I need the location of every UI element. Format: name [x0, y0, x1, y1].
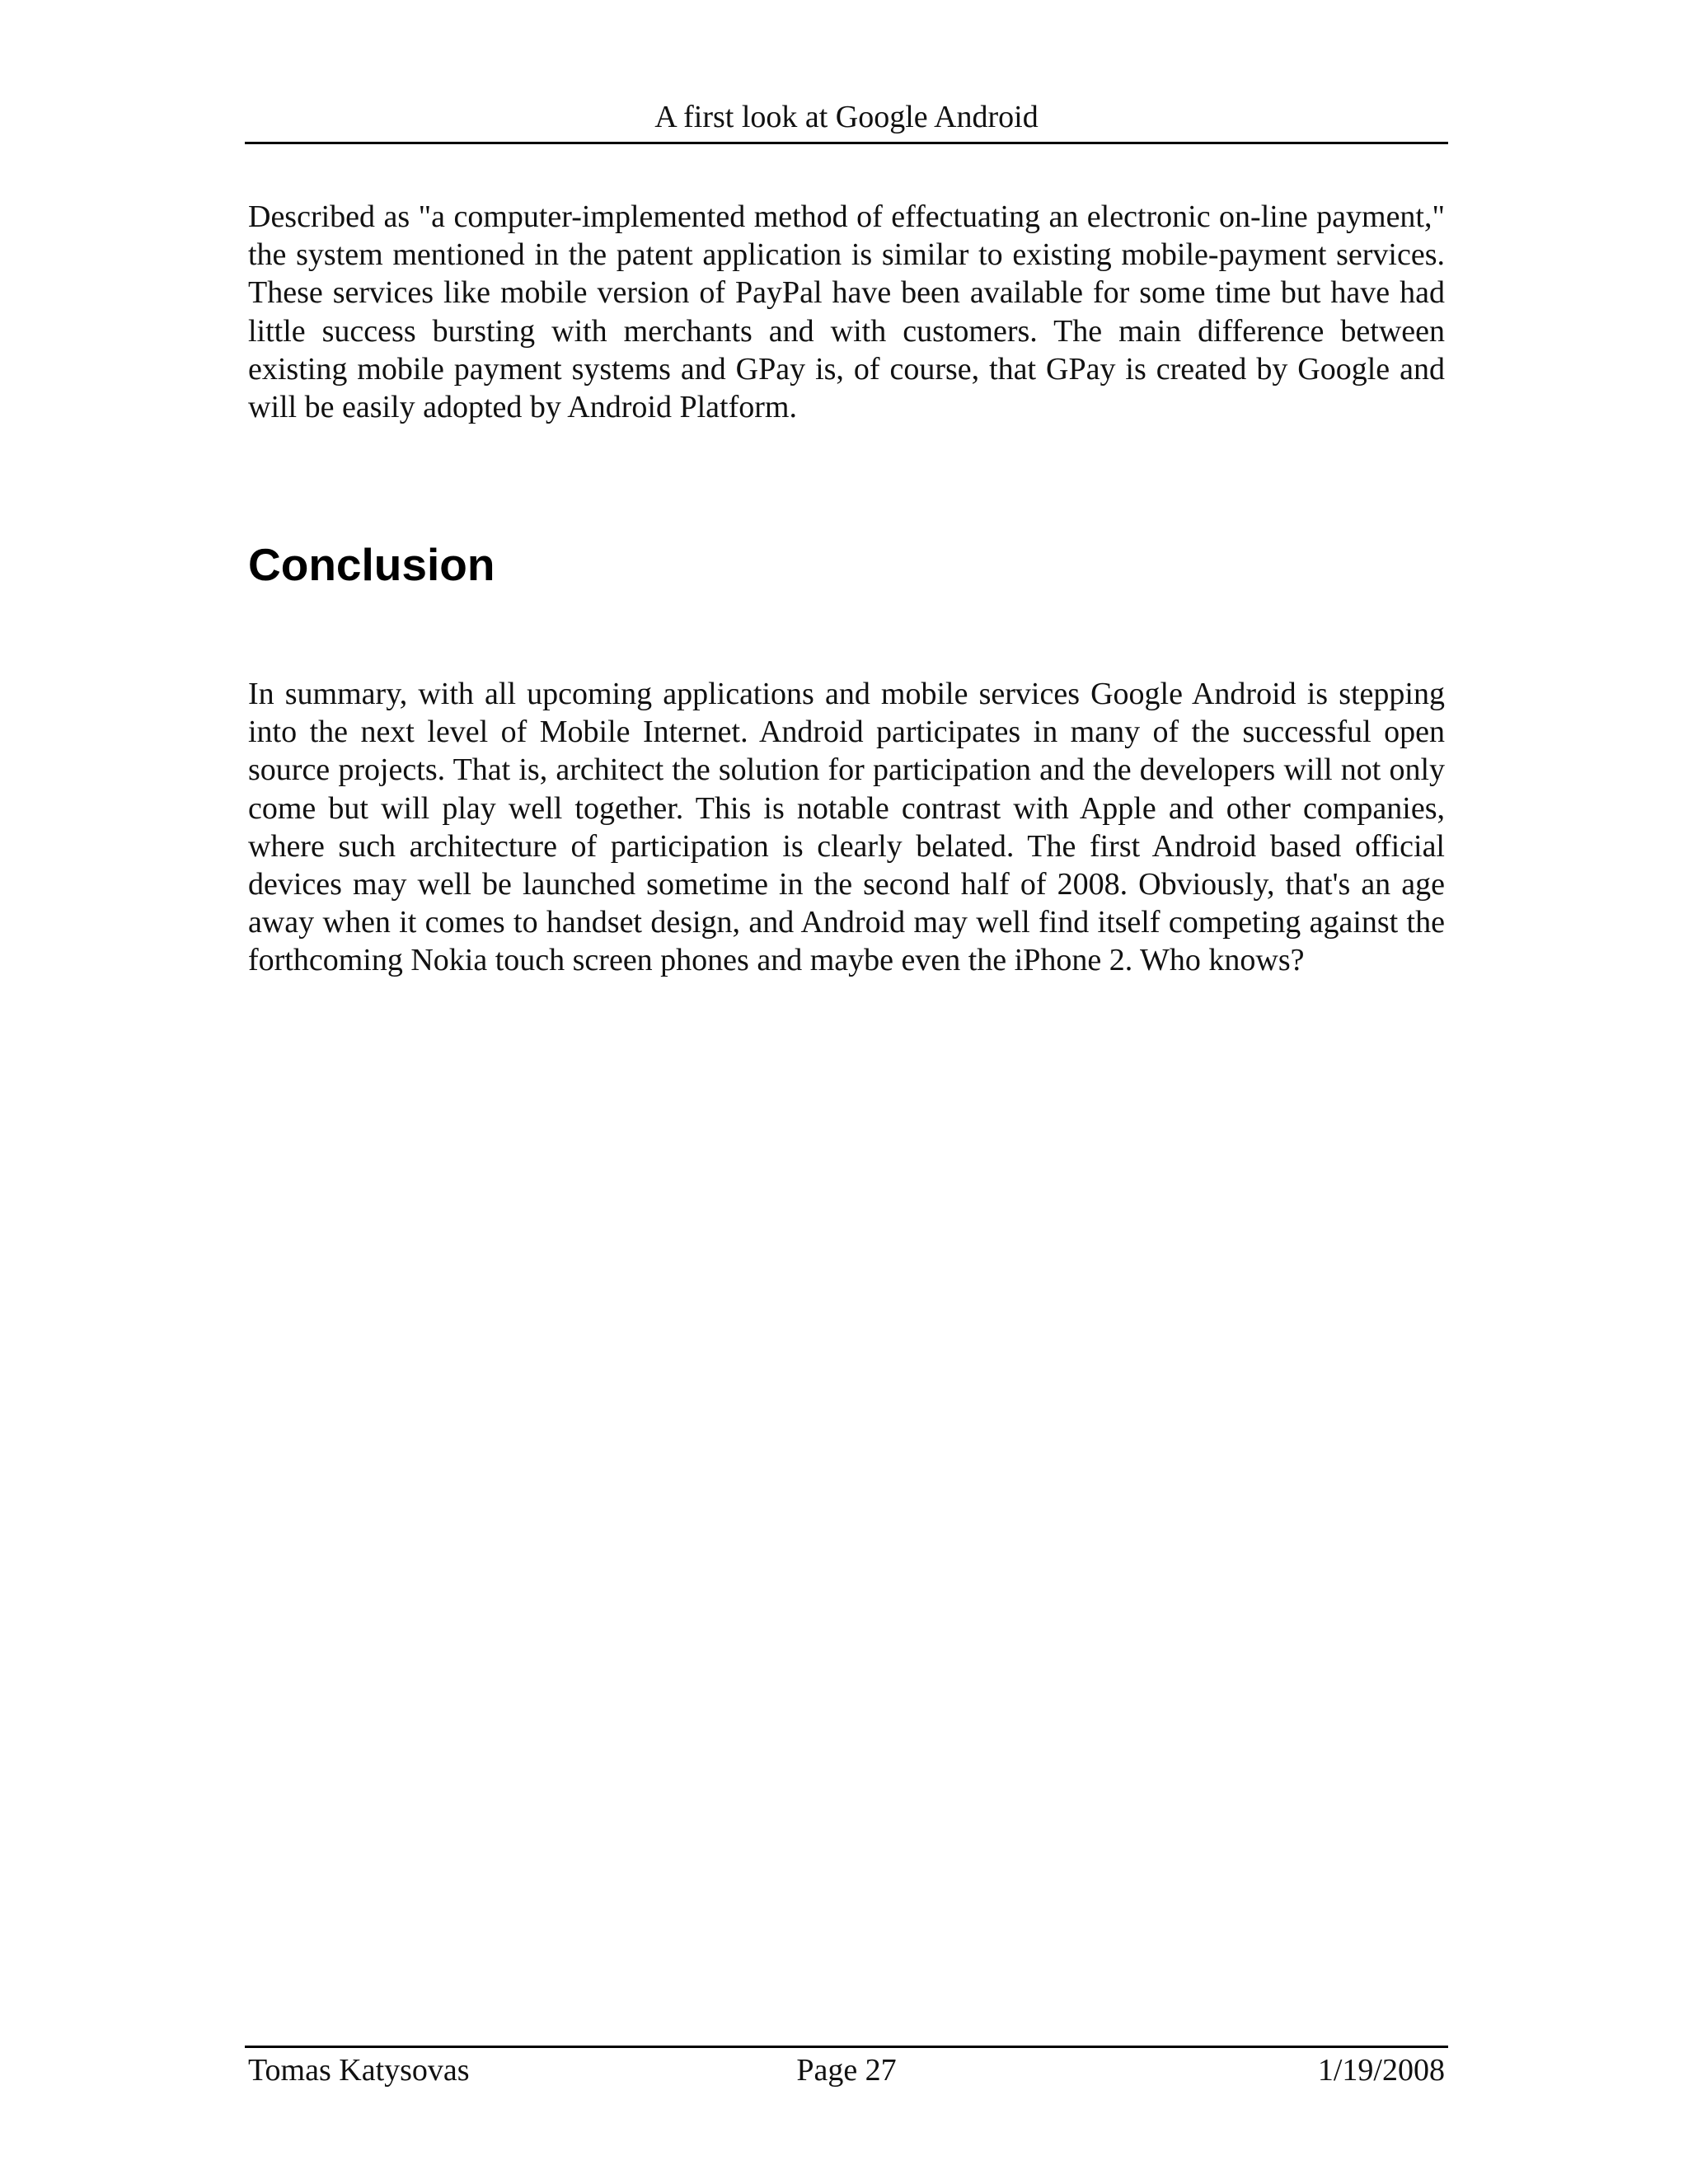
footer-page-number: Page 27	[796, 2053, 897, 2088]
section-heading-conclusion: Conclusion	[248, 539, 495, 590]
body-paragraph-conclusion: In summary, with all upcoming applications and mobile services Google Android is stepping into the next level of Mobile Internet. Android participates in many of the successful open source projects. That is, architect the solution for participation and the developers will not only come but will play well together. This is notable contrast with Apple and other companies, where such architecture of participation is clearly belated. The first Android based official devices may well be launched sometime in the second half of 2008. Obviously, that's an age away when it comes to handset design, and Android may well find itself competing against the forthcoming Nokia touch screen phones and maybe even the iPhone 2. Who knows?	[248, 677, 1445, 978]
page-header	[245, 97, 1448, 144]
footer-author: Tomas Katysovas	[248, 2053, 470, 2088]
header-title: A first look at Google Android	[654, 100, 1039, 134]
footer-date: 1/19/2008	[1317, 2053, 1445, 2088]
page-footer	[248, 2047, 1445, 2093]
body-paragraph-gpay: Described as "a computer-implemented method of effectuating an electronic on-line payment," the system mentioned in the patent application is similar to existing mobile-payment services. These services like mobile version of PayPal have been available for some time but have had little success bursting with merchants and with customers. The main difference between existing mobile payment systems and GPay is, of course, that GPay is created by Google and will be easily adopted by Android Platform.	[248, 199, 1445, 425]
